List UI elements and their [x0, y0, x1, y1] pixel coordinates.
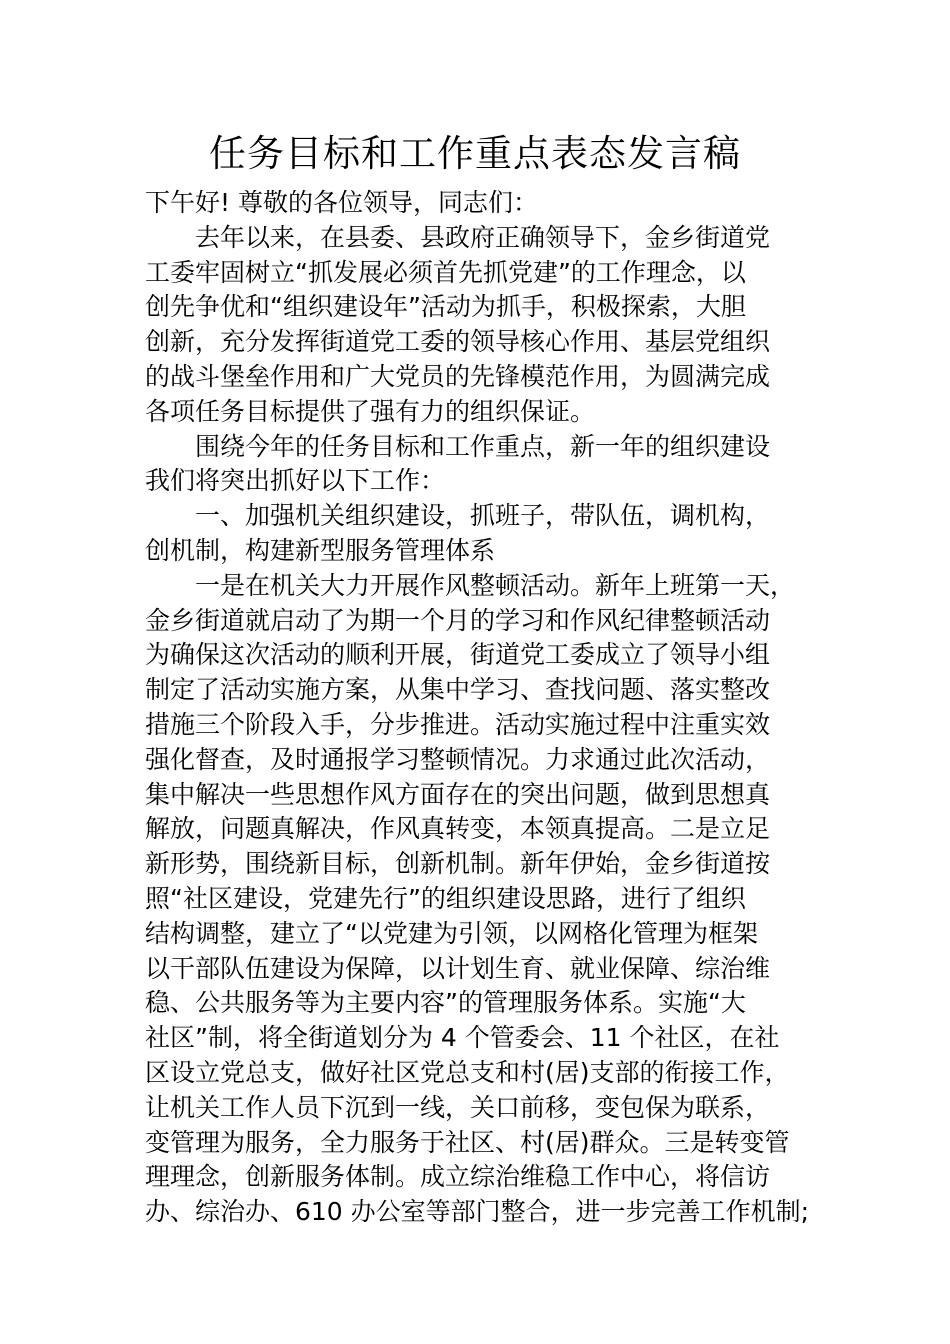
- text-line: 区设立党总支，做好社区党总支和村(居)支部的衔接工作，: [145, 1057, 790, 1087]
- text-line: 照“社区建设，党建先行”的组织建设思路，进行了组织: [145, 883, 746, 913]
- document-title: 任务目标和工作重点表态发言稿: [209, 132, 741, 175]
- text-line: 集中解决一些思想作风方面存在的突出问题，做到思想真: [145, 779, 771, 809]
- text-line: 结构调整，建立了“以党建为引领，以网格化管理为框架: [145, 918, 758, 948]
- text-line: 社区”制，将全街道划分为 4 个管委会、11 个社区，在社: [145, 1023, 780, 1053]
- text-line: 新形势，围绕新目标，创新机制。新年伊始，金乡街道按: [145, 849, 771, 879]
- text-line: 稳、公共服务等为主要内容”的管理服务体系。实施“大: [145, 988, 746, 1018]
- text-line: 去年以来，在县委、县政府正确领导下，金乡街道党: [195, 222, 771, 252]
- text-line: 解放，问题真解决，作风真转变，本领真提高。二是立足: [145, 814, 771, 844]
- text-line: 办、综治办、610 办公室等部门整合，进一步完善工作机制;: [145, 1197, 810, 1227]
- text-line: 创新，充分发挥街道党工委的领导核心作用、基层党组织: [145, 327, 771, 357]
- text-line: 变管理为服务，全力服务于社区、村(居)群众。三是转变管: [145, 1127, 790, 1157]
- document-body: [145, 186, 825, 1230]
- text-line: 一、加强机关组织建设，抓班子，带队伍，调机构，: [195, 501, 771, 531]
- text-line: 强化督查，及时通报学习整顿情况。力求通过此次活动，: [145, 744, 771, 774]
- text-line: 以干部队伍建设为保障，以计划生育、就业保障、综治维: [145, 953, 771, 983]
- text-line: 的战斗堡垒作用和广大党员的先锋模范作用，为圆满完成: [145, 361, 771, 391]
- text-line: 让机关工作人员下沉到一线，关口前移，变包保为联系，: [145, 1092, 771, 1122]
- text-line: 理理念，创新服务体制。成立综治维稳工作中心，将信访: [145, 1162, 771, 1192]
- text-line: 制定了活动实施方案，从集中学习、查找问题、落实整改: [145, 675, 771, 705]
- text-line: 工委牢固树立“抓发展必须首先抓党建”的工作理念，以: [145, 257, 746, 287]
- text-line: 一是在机关大力开展作风整顿活动。新年上班第一天，: [195, 570, 796, 600]
- text-line: 围绕今年的任务目标和工作重点，新一年的组织建设: [195, 431, 771, 461]
- text-line: 创机制，构建新型服务管理体系: [145, 535, 496, 565]
- text-line: 我们将突出抓好以下工作：: [145, 466, 446, 496]
- text-line: 金乡街道就启动了为期一个月的学习和作风纪律整顿活动: [145, 605, 771, 635]
- text-line: 措施三个阶段入手，分步推进。活动实施过程中注重实效: [145, 709, 771, 739]
- text-line: 为确保这次活动的顺利开展，街道党工委成立了领导小组: [145, 640, 771, 670]
- text-line: 各项任务目标提供了强有力的组织保证。: [145, 396, 596, 426]
- text-line: 创先争优和“组织建设年”活动为抓手，积极探索，大胆: [145, 292, 746, 322]
- text-line: 下午好! 尊敬的各位领导，同志们：: [145, 188, 538, 217]
